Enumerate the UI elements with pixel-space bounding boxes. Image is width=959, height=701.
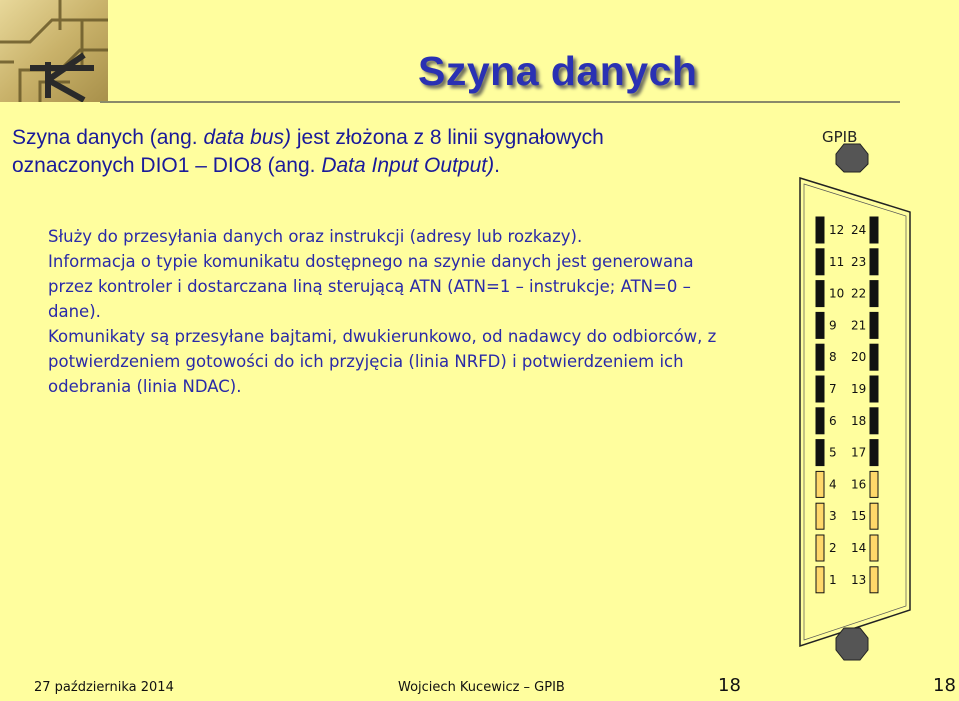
gpib-connector-diagram: [760, 120, 959, 701]
pin-15-label: 15: [851, 509, 867, 524]
top-screw: [836, 144, 868, 172]
intro-line-1-b: jest złożona z 8 linii sygnałowych: [291, 126, 604, 149]
pin-row-1-13: [816, 567, 878, 593]
pin-row-3-15: [816, 503, 878, 529]
footer-author: Wojciech Kucewicz – GPIB: [398, 680, 565, 695]
pin-21-contact: [870, 312, 878, 338]
pin-17-contact: [870, 440, 878, 466]
pin-24-contact: [870, 217, 878, 243]
title-divider: [100, 101, 900, 103]
pin-5-label: 5: [829, 445, 837, 460]
pin-3-contact: [816, 503, 824, 529]
pin-11-contact: [816, 249, 824, 275]
intro-line-2-a: oznaczonych DIO1 – DIO8 (ang.: [12, 154, 322, 177]
pin-7-label: 7: [829, 382, 837, 396]
pin-19-label: 19: [851, 382, 867, 396]
pin-18-contact: [870, 408, 878, 434]
pin-19-contact: [870, 376, 878, 402]
intro-line-2-italic: Data Input Output): [321, 154, 495, 177]
intro-line-1-italic: data bus): [203, 126, 292, 149]
pin-22-label: 22: [851, 286, 867, 301]
pin-13-label: 13: [851, 572, 867, 587]
pin-20-contact: [870, 344, 878, 370]
pin-14-label: 14: [851, 541, 867, 555]
pin-23-label: 23: [851, 254, 867, 269]
intro-text: [12, 124, 732, 180]
pin-1-label: 1: [829, 572, 837, 587]
paragraph-2: Informacja o typie komunikatu dostępnego na szynie danych jest generowana przez kontroler i dostarczana liną sterującą ATN (ATN=1 – instrukcje; ATN=0 – dane).: [48, 252, 694, 321]
pin-10-contact: [816, 281, 824, 307]
pin-24-label: 24: [851, 223, 867, 237]
pin-14-contact: [870, 535, 878, 561]
pin-16-contact: [870, 471, 878, 497]
pin-6-label: 6: [829, 413, 837, 428]
pin-11-label: 11: [829, 254, 845, 269]
pin-9-contact: [816, 312, 824, 338]
pin-row-6-18: [816, 408, 878, 434]
pin-1-contact: [816, 567, 824, 593]
pin-row-9-21: [816, 312, 878, 338]
slide-title: Szyna danych: [418, 48, 698, 94]
pin-12-label: 12: [829, 223, 845, 237]
pin-17-label: 17: [851, 445, 867, 460]
pin-row-5-17: [816, 440, 878, 466]
pin-8-label: 8: [829, 350, 837, 365]
pin-7-contact: [816, 376, 824, 402]
page-number: 18: [718, 675, 741, 696]
pin-16-label: 16: [851, 477, 867, 492]
intro-line-2: [12, 152, 732, 180]
circuit-logo-icon: [0, 0, 108, 102]
intro-line-1-a: Szyna danych (ang.: [12, 126, 204, 149]
pin-row-4-16: [816, 471, 878, 497]
pin-15-contact: [870, 503, 878, 529]
pin-18-label: 18: [851, 413, 867, 428]
pin-5-contact: [816, 440, 824, 466]
pin-4-label: 4: [829, 477, 837, 492]
pin-23-contact: [870, 249, 878, 275]
pin-row-11-23: [816, 249, 878, 275]
pin-row-2-14: [816, 535, 878, 561]
pin-row-12-24: [816, 217, 878, 243]
pin-9-label: 9: [829, 318, 837, 333]
intro-line-1: [12, 124, 732, 152]
pin-10-label: 10: [829, 286, 845, 301]
pin-row-7-19: [816, 376, 878, 402]
paragraph-3: Komunikaty są przesyłane bajtami, dwukierunkowo, od nadawcy do odbiorców, z potwierdzeniem gotowości do ich przyjęcia (linia NRFD) i potwierdzeniem ich odebrania (linia NDAC).: [48, 327, 717, 396]
intro-line-2-b: .: [494, 154, 500, 177]
pin-2-label: 2: [829, 541, 837, 555]
pin-21-label: 21: [851, 318, 867, 333]
slide-number: 18: [933, 675, 956, 696]
pin-13-contact: [870, 567, 878, 593]
pin-22-contact: [870, 281, 878, 307]
footer-date: 27 października 2014: [34, 680, 174, 695]
pin-4-contact: [816, 471, 824, 497]
bottom-screw: [836, 628, 868, 660]
pin-6-contact: [816, 408, 824, 434]
pin-8-contact: [816, 344, 824, 370]
body-text: [48, 224, 738, 399]
pin-2-contact: [816, 535, 824, 561]
connector-label: GPIB: [822, 128, 858, 146]
pin-20-label: 20: [851, 350, 867, 365]
pin-12-contact: [816, 217, 824, 243]
pin-row-8-20: [816, 344, 878, 370]
pin-rows: [816, 217, 878, 593]
pin-row-10-22: [816, 281, 878, 307]
paragraph-1: Służy do przesyłania danych oraz instrukcji (adresy lub rozkazy).: [48, 227, 583, 246]
pin-3-label: 3: [829, 509, 837, 524]
